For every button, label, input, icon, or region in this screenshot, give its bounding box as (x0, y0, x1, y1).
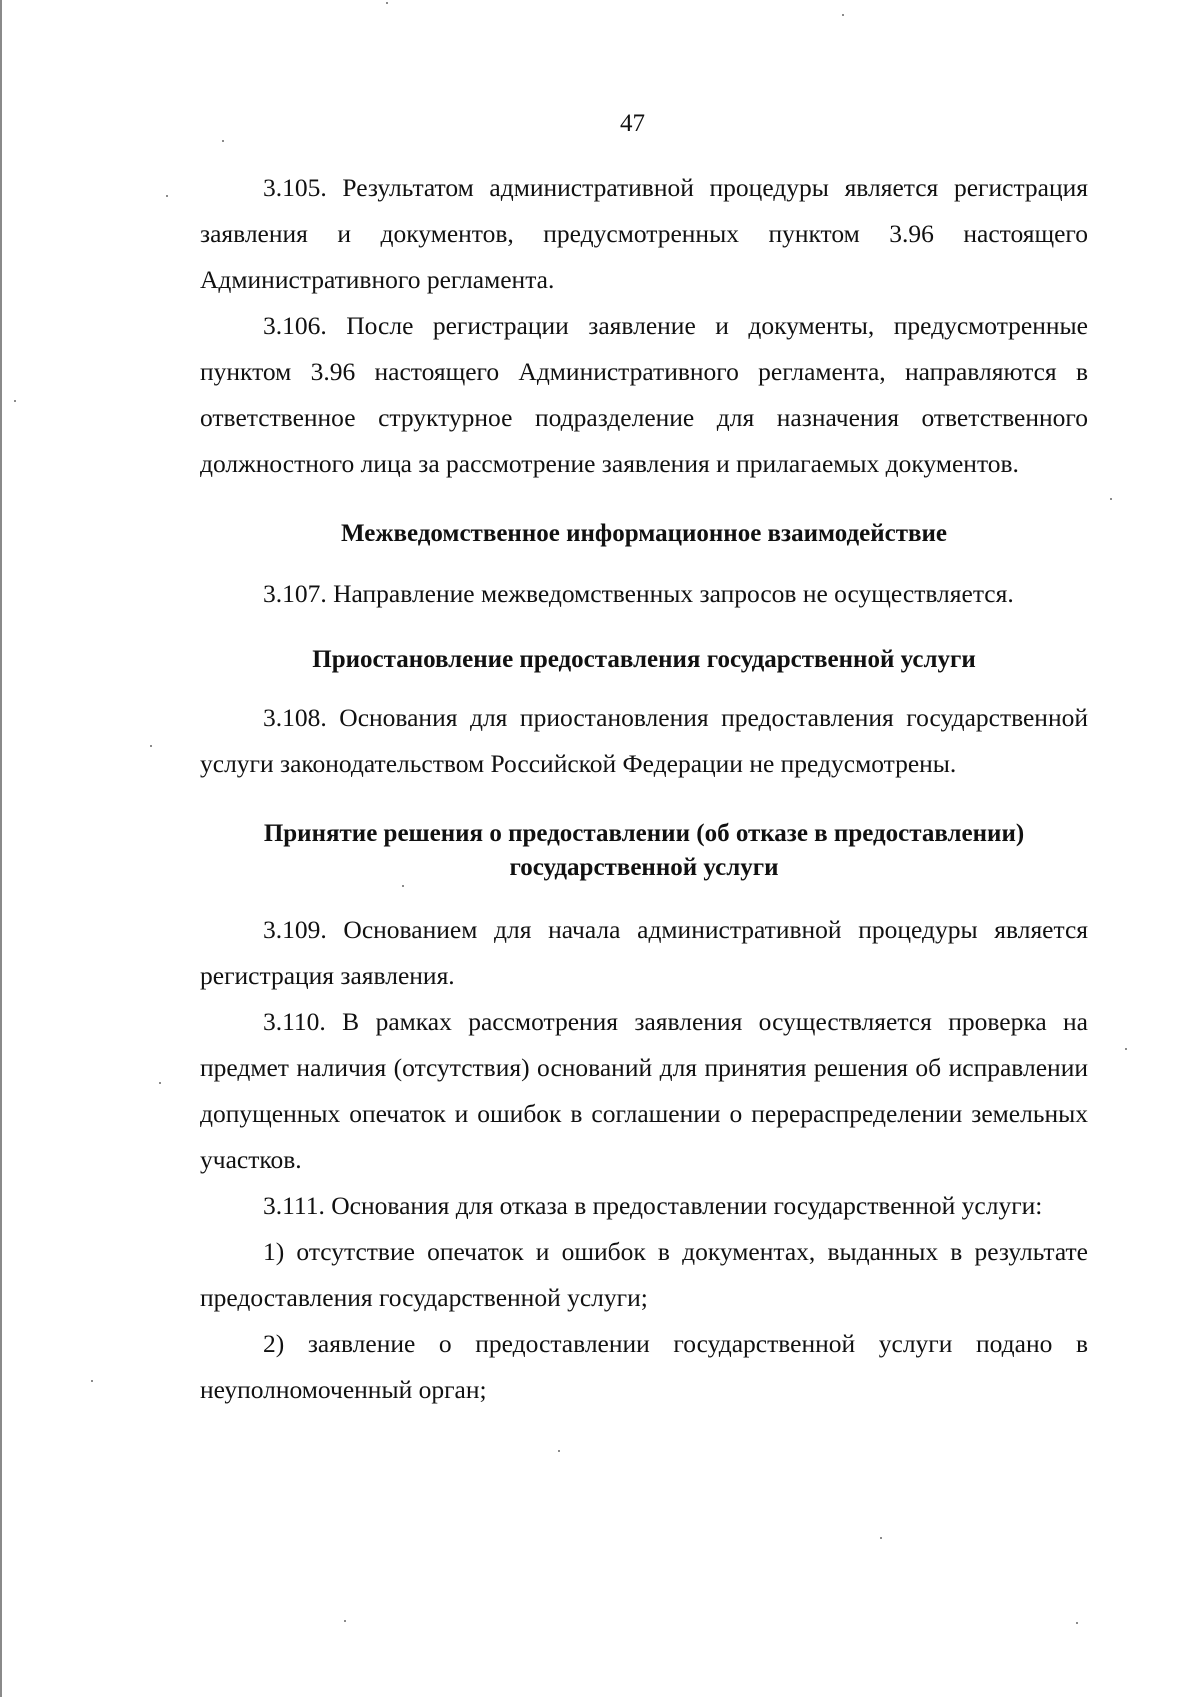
paragraph-3-105: 3.105. Результатом административной процедуры является регистрация заявления и документов, предусмотренных пунктом 3.96 настоящего Административного регламента. (200, 173, 1088, 294)
paragraph-3-109: 3.109. Основанием для начала административной процедуры является регистрация заявления. (200, 915, 1088, 990)
scan-speck (222, 140, 224, 142)
heading-suspension: Приостановление предоставления государственной услуги (312, 646, 976, 673)
page-left-border (0, 0, 2, 1697)
scan-speck (1076, 1622, 1078, 1624)
paragraph-3-108: 3.108. Основания для приостановления предоставления государственной услуги законодательством Российской Федерации не предусмотрены. (200, 703, 1088, 778)
paragraph-3-106: 3.106. После регистрации заявление и документы, предусмотренные пунктом 3.96 настоящего Административного регламента, направляются в ответственное структурное подразделение для назначения ответственного должностного лица за рассмотрение заявления и прилагаемых документов. (200, 311, 1088, 478)
page-number: 47 (620, 110, 645, 137)
scan-speck (166, 195, 168, 197)
scan-speck (558, 1450, 560, 1452)
scan-speck (842, 14, 844, 16)
scan-speck (344, 1620, 346, 1622)
document-body (200, 165, 1088, 1413)
list-item-1: 1) отсутствие опечаток и ошибок в документах, выданных в результате предоставления государственной услуги; (200, 1237, 1088, 1312)
scan-speck (1110, 498, 1112, 500)
scan-speck (1125, 1048, 1127, 1050)
heading-interagency-interaction: Межведомственное информационное взаимодействие (341, 520, 947, 547)
scan-speck (159, 1082, 161, 1084)
scan-speck (880, 1537, 882, 1539)
heading-decision-line-1: Принятие решения о предоставлении (об отказе в предоставлении) (263, 820, 1025, 847)
scan-speck (402, 885, 404, 887)
scan-speck (91, 1380, 93, 1382)
paragraph-3-111: 3.111. Основания для отказа в предоставлении государственной услуги: (263, 1191, 1043, 1220)
heading-decision (200, 817, 1088, 885)
list-item-2: 2) заявление о предоставлении государственной услуги подано в неуполномоченный орган; (200, 1329, 1088, 1404)
paragraph-3-107: 3.107. Направление межведомственных запросов не осуществляется. (263, 579, 1014, 608)
scan-speck (150, 745, 152, 747)
scan-speck (386, 2, 388, 4)
paragraph-3-110: 3.110. В рамках рассмотрения заявления осуществляется проверка на предмет наличия (отсутствия) оснований для принятия решения об исправлении допущенных опечаток и ошибок в соглашении о перераспределении земельных участков. (200, 1007, 1088, 1174)
scan-speck (14, 400, 16, 402)
heading-decision-line-2: государственной услуги (509, 854, 779, 881)
